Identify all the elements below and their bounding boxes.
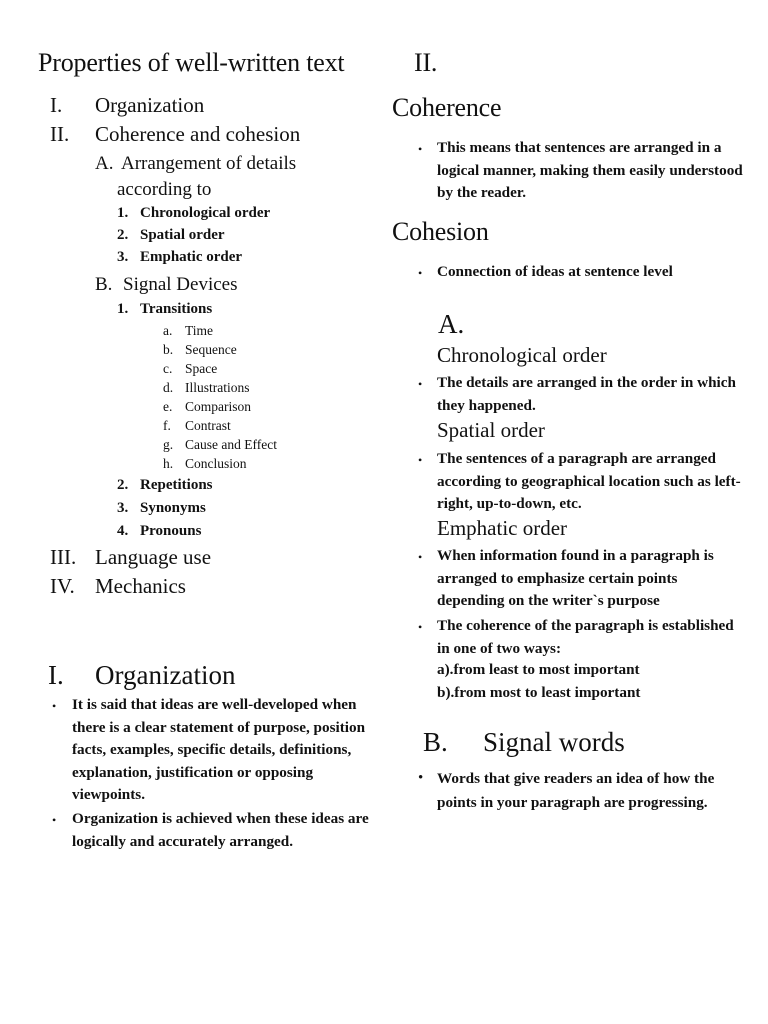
- bullet-icon: •: [52, 699, 57, 713]
- outline-num-iii: III.: [50, 545, 77, 569]
- bullet-icon: •: [418, 770, 424, 786]
- section-title-coherence: Coherence: [392, 93, 502, 122]
- outline-item-transitions: Transitions: [140, 301, 213, 317]
- outline-letter-a: A.: [95, 153, 114, 174]
- outline-num-iv: IV.: [50, 574, 75, 598]
- outline-num-ii: II.: [50, 122, 70, 146]
- outline-item-arrangement: Arrangement of details: [121, 153, 297, 174]
- outline-sub-item: Comparison: [185, 399, 251, 414]
- outline-sub-letter: h.: [163, 456, 174, 471]
- outline-sub-item: Sequence: [185, 342, 237, 357]
- section-num-i: I.: [48, 660, 64, 690]
- outline-sub-letter: c.: [163, 361, 173, 376]
- bullet-icon: •: [418, 377, 423, 391]
- outline-num: 2.: [117, 227, 129, 243]
- outline-sub-item: Contrast: [185, 418, 231, 433]
- outline-num: 1.: [117, 301, 129, 317]
- bullet-icon: •: [418, 550, 423, 564]
- outline-sub-letter: e.: [163, 399, 173, 414]
- emphatic-way-b: b).from most to least important: [437, 684, 641, 701]
- outline-num-i: I.: [50, 93, 63, 117]
- outline-letter-b: B.: [95, 274, 113, 295]
- organization-bullet-text: It is said that ideas are well-developed when there is a clear statement of purpose, position facts, examples, specific details, definitions, explanation, justification or opposing viewpoints.: [72, 696, 366, 803]
- bullet-icon: •: [418, 142, 423, 156]
- outline-item-organization: Organization: [95, 93, 205, 117]
- section-letter-b: B.: [423, 727, 448, 757]
- outline-sub-item: Cause and Effect: [185, 437, 277, 452]
- outline-num: 4.: [117, 523, 129, 539]
- outline-sub-item: Conclusion: [185, 456, 247, 471]
- outline-item-spatial: Spatial order: [140, 227, 225, 243]
- outline-num: 3.: [117, 249, 129, 265]
- bullet-icon: •: [418, 266, 423, 280]
- coherence-bullet-text: This means that sentences are arranged in a logical manner, making them easily understood by the reader.: [437, 139, 743, 201]
- section-letter-a: A.: [438, 309, 465, 339]
- outline-item-mechanics: Mechanics: [95, 574, 186, 598]
- spatial-bullet-text: The sentences of a paragraph are arranged according to geographical location such as left-right, up-to-down, etc.: [437, 450, 741, 512]
- outline-item-arrangement-cont: according to: [117, 179, 212, 200]
- section-title-organization: Organization: [95, 660, 236, 690]
- outline-item-chronological: Chronological order: [140, 205, 271, 221]
- bullet-icon: •: [52, 813, 57, 827]
- heading-chronological-order: Chronological order: [437, 343, 607, 367]
- outline-item-emphatic: Emphatic order: [140, 249, 243, 265]
- outline-sub-letter: d.: [163, 380, 174, 395]
- emphatic-bullet-text: The coherence of the paragraph is established in one of two ways:: [437, 617, 734, 657]
- heading-spatial-order: Spatial order: [437, 418, 545, 442]
- emphatic-way-a: a).from least to most important: [437, 661, 640, 678]
- bullet-icon: •: [418, 453, 423, 467]
- signal-words-bullet-text: Words that give readers an idea of how the points in your paragraph are progressing.: [437, 770, 715, 811]
- section-title-signal-words: Signal words: [483, 727, 625, 757]
- cohesion-bullet-text: Connection of ideas at sentence level: [437, 263, 673, 280]
- outline-sub-item: Space: [185, 361, 218, 376]
- outline-item-pronouns: Pronouns: [140, 523, 202, 539]
- outline-item-language-use: Language use: [95, 545, 212, 569]
- outline-item-synonyms: Synonyms: [140, 500, 206, 516]
- outline-item-signal-devices: Signal Devices: [123, 274, 238, 295]
- organization-bullet-text: Organization is achieved when these ideas are logically and accurately arranged.: [72, 810, 369, 850]
- page-title: Properties of well-written text: [38, 48, 345, 77]
- chronological-bullet-text: The details are arranged in the order in which they happened.: [437, 374, 736, 414]
- outline-num: 2.: [117, 477, 129, 493]
- outline-sub-letter: f.: [163, 418, 171, 433]
- outline-num: 1.: [117, 205, 129, 221]
- bullet-icon: •: [418, 620, 423, 634]
- outline-sub-item: Time: [185, 323, 214, 338]
- section-num-ii: II.: [414, 48, 438, 77]
- heading-emphatic-order: Emphatic order: [437, 516, 568, 540]
- emphatic-bullet-text: When information found in a paragraph is arranged to emphasize certain points depending on the writer`s purpose: [437, 547, 714, 609]
- section-title-cohesion: Cohesion: [392, 217, 489, 246]
- outline-num: 3.: [117, 500, 129, 516]
- outline-item-repetitions: Repetitions: [140, 477, 213, 493]
- outline-sub-letter: b.: [163, 342, 174, 357]
- outline-item-coherence-cohesion: Coherence and cohesion: [95, 122, 301, 146]
- outline-sub-letter: g.: [163, 437, 174, 452]
- outline-sub-letter: a.: [163, 323, 173, 338]
- outline-sub-item: Illustrations: [185, 380, 250, 395]
